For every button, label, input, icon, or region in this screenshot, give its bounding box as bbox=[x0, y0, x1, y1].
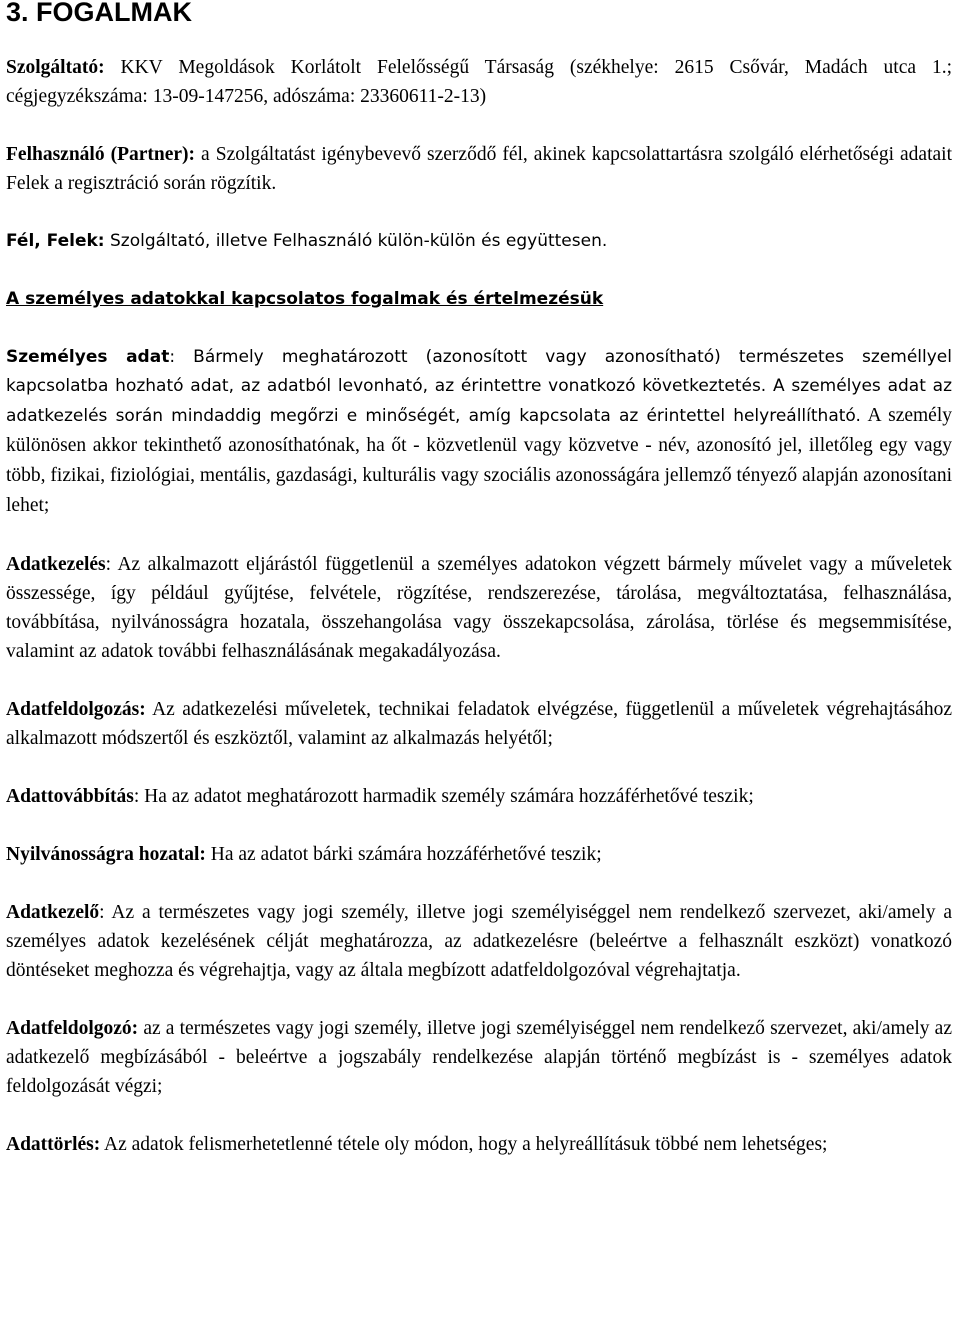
parties-paragraph bbox=[6, 227, 952, 256]
data-transfer-text: : Ha az adatot meghatározott harmadik személy számára hozzáférhetővé teszik; bbox=[133, 786, 754, 807]
data-processing-text: Az adatkezelési műveletek, technikai feladatok elvégzése, függetlenül a műveletek végrehajtásához alkalmazott módszertől és eszköztől, valamint az alkalmazás helyétől; bbox=[6, 699, 952, 749]
data-management-term: Adatkezelés bbox=[6, 554, 106, 575]
processor-paragraph bbox=[6, 1014, 952, 1101]
data-transfer-term: Adattovábbítás bbox=[6, 786, 134, 807]
personal-data-paragraph bbox=[6, 343, 952, 521]
data-processing-paragraph bbox=[6, 695, 952, 753]
deletion-text: Az adatok felismerhetetlenné tétele oly módon, hogy a helyreállításuk többé nem lehetséges; bbox=[100, 1134, 828, 1155]
provider-text: KKV Megoldások Korlátolt Felelősségű Társaság (székhelye: 2615 Csővár, Madách utca 1.; cégjegyzékszáma: 13-09-147256, adószáma: 23360611-2-13) bbox=[6, 57, 952, 107]
personal-data-term: Személyes adat bbox=[6, 347, 170, 367]
provider-paragraph bbox=[6, 53, 952, 111]
personal-data-subheading: A személyes adatokkal kapcsolatos fogalmak és értelmezésük bbox=[6, 289, 604, 309]
processor-term: Adatfeldolgozó: bbox=[6, 1018, 139, 1039]
deletion-term: Adattörlés: bbox=[6, 1134, 101, 1155]
personal-data-text-b: A személy különösen akkor tekinthető azonosíthatónak, ha őt - közvetlenül vagy közvetve - név, azonosító jel, illetőleg egy vagy több, fizikai, fiziológiai, mentális, gazdasági, kulturális vagy szociális azonosságára jellemző tényező alapján azonosítani lehet; bbox=[6, 405, 953, 516]
provider-term: Szolgáltató: bbox=[6, 57, 105, 78]
data-management-text: : Az alkalmazott eljárástól függetlenül a személyes adatokon végzett bármely művelet vagy a műveletek összessége, így például gyűjtése, felvétele, rögzítése, rendszerezése, tárolása, megváltoztatása, felhasználása, továbbítása, nyilvánosságra hozatala, összehangolása vagy összekapcsolása, zárolása, törlése és megsemmisítése, valamint az adatok további felhasználásának megakadályozása. bbox=[6, 554, 952, 662]
data-processing-term: Adatfeldolgozás: bbox=[6, 699, 146, 720]
parties-text: Szolgáltató, illetve Felhasználó külön-külön és együttesen. bbox=[104, 231, 608, 251]
disclosure-term: Nyilvánosságra hozatal: bbox=[6, 844, 206, 865]
deletion-paragraph bbox=[6, 1130, 952, 1159]
data-transfer-paragraph bbox=[6, 782, 952, 811]
personal-data-text-a: : Bármely meghatározott (azonosított vagy azonosítható) természetes személlyel kapcsolatba hozható adat, az adatból levonható, az érintettre vonatkozó következtetés. A személyes adat az adatkezelés során mindaddig megőrzi e minőségét, amíg kapcsolata az érintettel helyreállítható. bbox=[6, 347, 952, 426]
parties-term: Fél, Felek: bbox=[6, 231, 105, 251]
controller-term: Adatkezelő bbox=[6, 902, 100, 923]
controller-paragraph bbox=[6, 898, 952, 985]
user-term: Felhasználó (Partner): bbox=[6, 144, 196, 165]
data-management-paragraph bbox=[6, 550, 952, 666]
user-paragraph bbox=[6, 140, 952, 198]
user-text: a Szolgáltatást igénybevevő szerződő fél, akinek kapcsolattartásra szolgáló elérhetőségi adatait Felek a regisztráció során rögzítik. bbox=[6, 144, 952, 194]
disclosure-paragraph bbox=[6, 840, 952, 869]
processor-text: az a természetes vagy jogi személy, illetve jogi személyiséggel nem rendelkező szervezet, aki/amely az adatkezelő megbízásából - beleértve a jogszabály rendelkezése alapján történő megbízást is - személyes adatok feldolgozását végzi; bbox=[6, 1018, 952, 1097]
disclosure-text: Ha az adatot bárki számára hozzáférhetővé teszik; bbox=[205, 844, 602, 865]
section-heading: 3. FOGALMAK bbox=[6, 0, 192, 27]
controller-text: : Az a természetes vagy jogi személy, illetve jogi személyiséggel nem rendelkező szervezet, aki/amely a személyes adatok kezelésének célját meghatározza, az adatkezelésre (beleértve a felhasznált eszközt) vonatkozó döntéseket meghozza és végrehajtja, vagy az általa megbízott adatfeldolgozóval végrehajtatja. bbox=[6, 902, 952, 981]
